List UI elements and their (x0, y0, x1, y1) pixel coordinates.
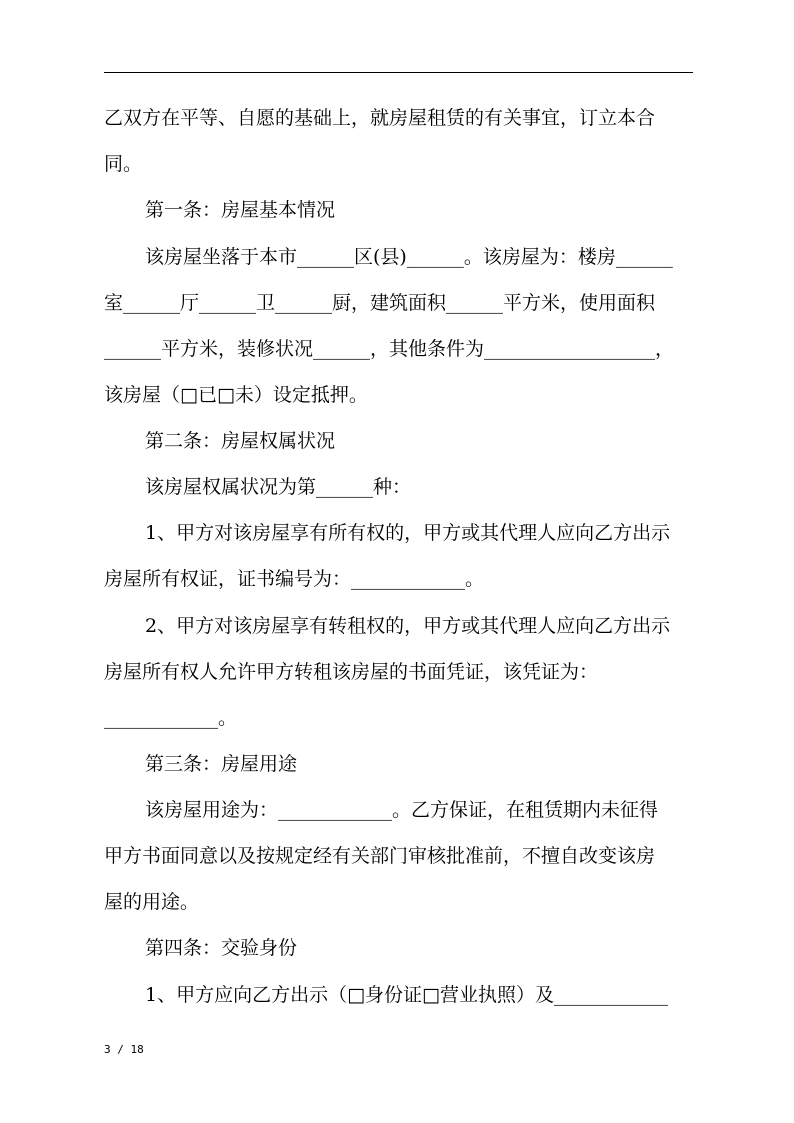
header-rule (104, 72, 693, 73)
page-number: 3 / 18 (104, 1043, 144, 1056)
section-heading: 第四条：交验身份 (145, 937, 298, 959)
body-line: 屋的用途。 (104, 891, 200, 913)
section-heading: 第三条：房屋用途 (145, 753, 298, 775)
body-line: 该房屋用途为：____________。乙方保证，在租赁期内未征得 (145, 799, 659, 821)
body-line: 同。 (104, 153, 143, 175)
body-line: 室______厅______卫______厨，建筑面积______平方米，使用面积 (104, 292, 656, 314)
body-line: 该房屋权属状况为第______种： (145, 476, 412, 498)
body-line: 甲方书面同意以及按规定经有关部门审核批准前，不擅自改变该房 (104, 845, 656, 867)
body-line: 房屋所有权证，证书编号为：____________。 (104, 568, 485, 590)
body-line: 2、甲方对该房屋享有转租权的，甲方或其代理人应向乙方出示 (145, 615, 671, 637)
body-line: ______平方米，装修状况______，其他条件为__________________， (104, 338, 675, 360)
body-line: ____________。 (104, 707, 238, 729)
section-heading: 第二条：房屋权属状况 (145, 430, 336, 452)
body-line: 房屋所有权人允许甲方转租该房屋的书面凭证，该凭证为： (104, 661, 599, 683)
body-line: 该房屋坐落于本市______区(县)______。该房屋为：楼房______ (145, 246, 673, 268)
body-line: 1、甲方对该房屋享有所有权的，甲方或其代理人应向乙方出示 (145, 522, 671, 544)
body-line: 1、甲方应向乙方出示（□身份证□营业执照）及____________ (145, 984, 668, 1006)
body-line: 乙双方在平等、自愿的基础上，就房屋租赁的有关事宜，订立本合 (104, 107, 656, 129)
section-heading: 第一条：房屋基本情况 (145, 199, 336, 221)
body-line: 该房屋（□已□未）设定抵押。 (104, 384, 368, 406)
